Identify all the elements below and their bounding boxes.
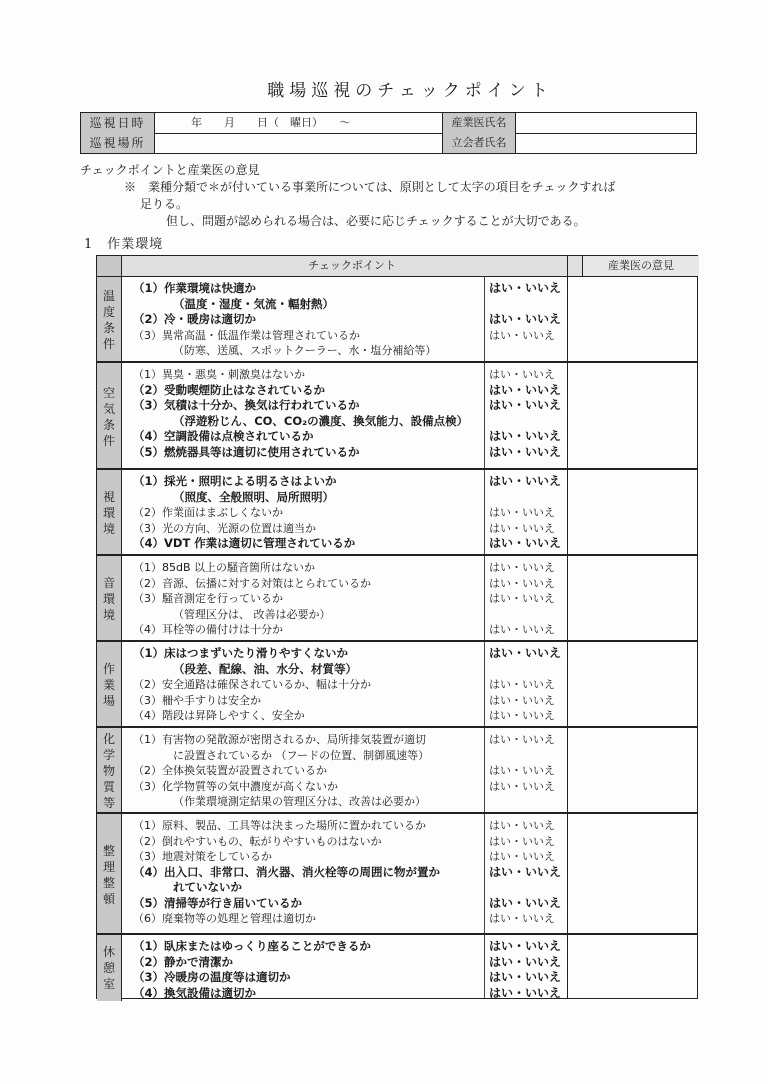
checkpoint-item: （4）耳栓等の備付けは十分か xyxy=(133,623,283,636)
section-block xyxy=(97,728,697,814)
category-label xyxy=(97,814,122,935)
col-header-checkpoint: チェックポイント xyxy=(122,256,582,276)
checkpoint-item: （3）気積は十分か、換気は行われているか xyxy=(133,398,360,412)
yes-no-answer[interactable]: はい・いいえ xyxy=(489,561,555,574)
checkpoint-item: （1）採光・照明による明るさはよいか xyxy=(133,474,337,488)
yes-no-answer[interactable]: はい・いいえ xyxy=(489,646,562,660)
doctor-name-label: 産業医氏名 xyxy=(442,113,516,133)
section-block xyxy=(97,556,697,642)
checkpoint-item: （4）VDT 作業は適切に管理されているか xyxy=(133,536,356,550)
checkpoint-item: （5）燃焼器具等は適切に使用されているか xyxy=(133,444,360,459)
checkpoint-item: （浮遊粉じん、CO、CO₂の濃度、換気能力、設備点検） xyxy=(173,413,469,428)
category-text: 空気条件 xyxy=(102,385,115,448)
checkpoint-item: （照度、全般照明、局所照明） xyxy=(173,489,334,504)
yes-no-answer[interactable]: はい・いいえ xyxy=(489,592,555,605)
checkpoint-item: （3）異常高温・低温作業は管理されているか xyxy=(133,328,360,342)
intro-note: ※ 業種分類で＊が付いている事業所については、原則として太字の項目をチェックすれば xyxy=(124,180,616,194)
checkpoint-item: （3）地震対策をしているか xyxy=(133,850,272,863)
checkpoint-item: （2）全体換気装置が設置されているか xyxy=(133,764,327,777)
checkpoint-item: （3）冷暖房の温度等は適切か xyxy=(133,970,291,984)
yes-no-answer[interactable]: はい・いいえ xyxy=(489,895,562,910)
yes-no-answer[interactable]: はい・いいえ xyxy=(489,954,562,969)
category-text: 整理整頓 xyxy=(102,843,115,906)
table-header xyxy=(97,256,697,277)
intro-heading: チェックポイントと産業医の意見 xyxy=(80,163,260,177)
visit-date-label: 巡視日時 xyxy=(81,113,155,133)
checkpoint-item: に設置されているか （フードの位置、制御風速等） xyxy=(173,748,430,762)
yes-no-answer[interactable]: はい・いいえ xyxy=(489,506,555,519)
category-label xyxy=(97,470,122,556)
checkpoint-item: （3）化学物質等の気中濃度が高くないか xyxy=(133,779,338,793)
yes-no-answer[interactable]: はい・いいえ xyxy=(489,970,562,984)
category-label xyxy=(97,556,122,642)
checkpoint-item: （3）騒音測定を行っているか xyxy=(133,592,283,605)
checkpoint-item: （2）音源、伝播に対する対策はとられているか xyxy=(133,576,371,590)
yes-no-answer[interactable]: はい・いいえ xyxy=(489,382,562,397)
yes-no-answer[interactable]: はい・いいえ xyxy=(489,328,555,342)
checkpoint-item: （6）廃棄物等の処理と管理は適切か xyxy=(133,912,316,925)
section-block xyxy=(97,642,697,728)
yes-no-answer[interactable]: はい・いいえ xyxy=(489,521,555,535)
yes-no-answer[interactable]: はい・いいえ xyxy=(489,474,562,488)
section-block xyxy=(97,814,697,935)
yes-no-answer[interactable]: はい・いいえ xyxy=(489,576,555,590)
checkpoint-item: （5）清掃等が行き届いているか xyxy=(133,895,302,910)
checkpoint-item: （4）出入口、非常口、消火器、消火栓等の周囲に物が置か xyxy=(133,864,440,879)
checkpoint-table xyxy=(96,255,698,999)
category-text: 視環境 xyxy=(102,490,115,536)
col-header-opinion: 産業医の意見 xyxy=(582,256,699,276)
yes-no-answer[interactable]: はい・いいえ xyxy=(489,819,555,832)
checkpoint-item: （1）異臭・悪臭・刺激臭はないか xyxy=(133,368,305,381)
intro-text xyxy=(80,162,720,230)
yes-no-answer[interactable]: はい・いいえ xyxy=(489,444,562,459)
yes-no-answer[interactable]: はい・いいえ xyxy=(489,312,562,326)
yes-no-answer[interactable]: はい・いいえ xyxy=(489,429,562,443)
category-text: 音環境 xyxy=(102,576,115,622)
checkpoint-item: （2）静かで清潔か xyxy=(133,954,234,969)
yes-no-answer[interactable]: はい・いいえ xyxy=(489,834,555,848)
yes-no-answer[interactable]: はい・いいえ xyxy=(489,368,555,381)
page-title: 職場巡視のチェックポイント xyxy=(267,81,553,101)
section-block xyxy=(97,277,697,363)
checkpoint-item: （1）有害物の発散源が密閉されるか、局所排気装置が適切 xyxy=(133,733,426,746)
checkpoint-item: （2）倒れやすいもの、転がりやすいものはないか xyxy=(133,834,382,848)
category-text: 温度条件 xyxy=(102,289,115,351)
checkpoint-item: （2）冷・暖房は適切か xyxy=(133,312,257,326)
visit-place-label: 巡視場所 xyxy=(81,133,155,153)
yes-no-answer[interactable]: はい・いいえ xyxy=(489,709,555,722)
section-block xyxy=(97,935,697,1001)
checkpoint-item: （1）臥床またはゆっくり座ることができるか xyxy=(133,939,371,953)
intro-note-2: 但し、問題が認められる場合は、必要に応じチェックすることが大切である。 xyxy=(166,214,586,228)
checkpoint-item: （3）光の方向、光源の位置は適当か xyxy=(133,521,316,535)
yes-no-answer[interactable]: はい・いいえ xyxy=(489,693,555,707)
category-text: 作業場 xyxy=(102,662,115,708)
category-label xyxy=(97,642,122,728)
checkpoint-item: （4）空調設備は点検されているか xyxy=(133,429,314,443)
yes-no-answer[interactable]: はい・いいえ xyxy=(489,912,555,925)
yes-no-answer[interactable]: はい・いいえ xyxy=(489,733,555,746)
checkpoint-item: （1）85dB 以上の騒音箇所はないか xyxy=(133,561,316,574)
intro-note-cont: 足りる。 xyxy=(140,197,189,211)
header-table xyxy=(80,112,697,154)
yes-no-answer[interactable]: はい・いいえ xyxy=(489,939,562,953)
section-block xyxy=(97,363,697,470)
checkpoint-item: （4）階段は昇降しやすく、安全か xyxy=(133,709,305,722)
visit-date-field[interactable]: 年 月 日（ 曜日） ～ xyxy=(191,116,351,129)
yes-no-answer[interactable]: はい・いいえ xyxy=(489,850,555,863)
header-row-place xyxy=(81,133,696,153)
checkpoint-item: （2）作業面はまぶしくないか xyxy=(133,506,283,519)
category-text: 休憩室 xyxy=(102,945,115,991)
checkpoint-item: （1）作業環境は快適か xyxy=(133,281,257,295)
category-text: 化学物質等 xyxy=(102,732,115,810)
yes-no-answer[interactable]: はい・いいえ xyxy=(489,779,555,793)
checkpoint-item: （管理区分は、 改善は必要か） xyxy=(173,607,331,621)
yes-no-answer[interactable]: はい・いいえ xyxy=(489,985,562,1000)
yes-no-answer[interactable]: はい・いいえ xyxy=(489,398,562,412)
category-label xyxy=(97,728,122,814)
witness-name-label: 立会者氏名 xyxy=(442,133,516,153)
checkpoint-item: れていないか xyxy=(173,880,242,894)
yes-no-answer[interactable]: はい・いいえ xyxy=(489,764,555,777)
checkpoint-item: （温度・湿度・気流・輻射熱） xyxy=(173,296,334,311)
checkpoint-item: （段差、配線、油、水分、材質等） xyxy=(173,661,357,676)
category-label xyxy=(97,277,122,363)
section-title: 1 作業環境 xyxy=(84,237,164,252)
checkpoint-item: （1）原料、製品、工具等は決まった場所に置かれているか xyxy=(133,819,426,832)
header-corner xyxy=(97,256,122,276)
yes-no-answer[interactable]: はい・いいえ xyxy=(489,536,562,550)
header-row-visit xyxy=(81,113,696,134)
yes-no-answer[interactable]: はい・いいえ xyxy=(489,281,562,295)
category-label xyxy=(97,935,122,1001)
checkpoint-item: （1）床はつまずいたり滑りやすくないか xyxy=(133,646,348,660)
yes-no-answer[interactable]: はい・いいえ xyxy=(489,678,555,691)
checkpoint-item: （作業環境測定結果の管理区分は、改善は必要か） xyxy=(173,795,426,808)
category-label xyxy=(97,363,122,470)
checkpoint-item: （防寒、送風、スポットクーラー、水・塩分補給等） xyxy=(173,344,437,357)
checkpoint-item: （3）柵や手すりは安全か xyxy=(133,693,261,707)
checkpoint-item: （2）安全通路は確保されているか、幅は十分か xyxy=(133,678,371,691)
checkpoint-item: （4）換気設備は適切か xyxy=(133,985,257,1000)
yes-no-answer[interactable]: はい・いいえ xyxy=(489,623,555,636)
checkpoint-item: （2）受動喫煙防止はなされているか xyxy=(133,382,325,397)
yes-no-answer[interactable]: はい・いいえ xyxy=(489,864,562,879)
section-block xyxy=(97,470,697,556)
